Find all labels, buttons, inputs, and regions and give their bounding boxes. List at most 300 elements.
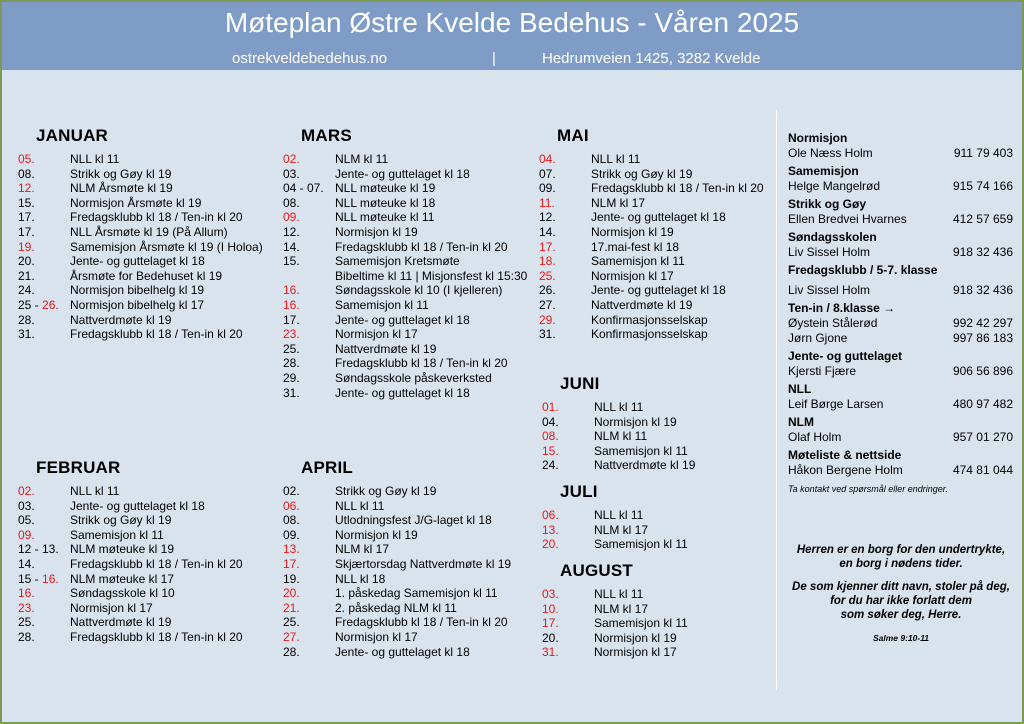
event-date [283, 181, 335, 196]
page-title: Møteplan Østre Kvelde Bedehus - Våren 2025 [224, 7, 800, 38]
header-separator: | [492, 50, 496, 67]
event-date-part: 08. [18, 166, 35, 181]
event-text: Samemisjon Kretsmøte [335, 254, 460, 269]
event-date [542, 429, 594, 444]
contact-group [788, 349, 1013, 379]
event-row [18, 181, 263, 196]
event-date [18, 528, 70, 543]
event-text: NLL kl 11 [594, 508, 644, 522]
event-date-part: 08. [542, 429, 559, 444]
event-text: Nattverdmøte kl 19 [594, 458, 696, 473]
event-text: Jente- og guttelaget kl 18 [70, 254, 205, 269]
event-row [283, 269, 527, 284]
event-date-part: 01. [542, 400, 559, 414]
event-row [542, 444, 695, 459]
event-date-part: 17. [283, 312, 300, 327]
contact-org: Søndagsskolen [788, 230, 877, 244]
event-date-part: 20. [283, 586, 300, 601]
event-date [539, 269, 591, 284]
event-date [539, 327, 591, 342]
verse-line: en borg i nødens tider. [839, 558, 963, 570]
event-date [283, 645, 335, 660]
event-list [283, 484, 511, 659]
event-date [283, 283, 335, 298]
event-row [18, 298, 263, 313]
event-date-part: 08. [283, 195, 300, 210]
contact-phone: 918 32 436 [952, 283, 1013, 297]
contact-name: Kjersti Fjære [788, 364, 857, 378]
event-row [539, 254, 764, 269]
event-text: NLM kl 11 [594, 429, 648, 444]
event-row [539, 313, 764, 328]
event-date [18, 240, 70, 255]
month-januar [18, 126, 263, 342]
event-date [283, 327, 335, 342]
contact-phone: 412 57 659 [952, 212, 1013, 226]
month-mars [283, 126, 527, 400]
contact-org: NLM [788, 415, 814, 429]
event-text: Samemisjon kl 11 [594, 537, 688, 552]
event-date-part: 02. [18, 484, 35, 498]
event-date-part: 20. [542, 537, 559, 552]
event-date [18, 499, 70, 514]
contact-org: Fredagsklubb / 5-7. klasse [788, 263, 938, 277]
event-row [539, 210, 764, 225]
contact-org: NLL [788, 382, 812, 396]
contact-group [788, 230, 1013, 260]
event-date-part: 25 - [18, 297, 43, 312]
event-row [542, 631, 688, 646]
event-text: Fredagsklubb kl 18 / Ten-in kl 20 [70, 556, 243, 571]
event-date-part: 10. [542, 601, 559, 616]
event-list [542, 400, 695, 473]
contact-name: Leif Børge Larsen [788, 397, 884, 411]
event-date-part: 29. [539, 312, 556, 327]
contact-row [788, 430, 1013, 445]
event-row [283, 513, 511, 528]
event-row [542, 429, 695, 444]
event-text: Søndagsskole kl 10 (I kjelleren) [335, 283, 503, 298]
month-mai [539, 126, 764, 342]
event-date-part: 08. [283, 513, 300, 528]
event-date-part: 17. [18, 224, 35, 239]
contact-row [788, 397, 1013, 412]
verse-reference: Salme 9:10-11 [872, 633, 930, 643]
event-date-part: 09. [539, 181, 556, 196]
contact-row [788, 331, 1013, 346]
event-date [18, 167, 70, 182]
event-text: Konfirmasjonsselskap [591, 327, 708, 342]
event-date-part: 27. [539, 297, 556, 312]
event-text: Jente- og guttelaget kl 18 [335, 385, 470, 400]
event-date [542, 616, 594, 631]
event-row [283, 196, 527, 211]
event-row [18, 615, 243, 630]
event-list [18, 152, 263, 342]
event-date [18, 225, 70, 240]
event-text: Normisjon kl 19 [335, 224, 418, 239]
verse-line: som søker deg, Herre. [840, 609, 962, 621]
event-date [283, 254, 335, 269]
event-text: Fredagsklubb kl 18 / Ten-in kl 20 [335, 356, 508, 371]
event-date [539, 283, 591, 298]
event-row [18, 513, 243, 528]
month-title: MARS [301, 126, 352, 145]
event-date [539, 196, 591, 211]
event-date [18, 283, 70, 298]
event-text: Strikk og Gøy kl 19 [591, 166, 693, 181]
event-date [542, 415, 594, 430]
event-text: Jente- og guttelaget kl 18 [591, 210, 726, 225]
event-text: Nattverdmøte kl 19 [70, 312, 172, 327]
event-date-part: 17. [283, 556, 300, 571]
event-row [283, 484, 511, 499]
contact-group [788, 263, 1013, 298]
event-date-part: 14. [283, 239, 300, 254]
event-text: NLL kl 11 [594, 400, 644, 414]
event-row [18, 630, 243, 645]
contact-phone: 997 86 183 [952, 331, 1013, 345]
event-row [18, 210, 263, 225]
event-date-part: 31. [283, 385, 300, 400]
event-date [539, 167, 591, 182]
event-row [283, 371, 527, 386]
event-date-part: 06. [542, 508, 559, 522]
event-date [18, 152, 70, 167]
event-date [542, 602, 594, 617]
event-date-part: 28. [18, 629, 35, 644]
event-date-part: 19. [283, 571, 300, 586]
event-row [283, 542, 511, 557]
event-date-part: 12 - 13. [18, 542, 59, 557]
event-date [542, 523, 594, 538]
event-row [18, 240, 263, 255]
event-text: Samemisjon kl 11 [591, 254, 685, 269]
event-date-part: 03. [18, 498, 35, 513]
event-date-part: 25. [539, 268, 556, 283]
contact-name: Olaf Holm [788, 430, 842, 444]
event-row [283, 615, 511, 630]
contact-phone: 906 56 896 [952, 364, 1013, 378]
contact-name: Ellen Bredvei Hvarnes [788, 212, 907, 226]
contact-org: Samemisjon [788, 164, 859, 178]
contact-name: Helge Mangelrød [788, 179, 881, 193]
event-date-part: 26. [539, 283, 556, 298]
contact-phone: 992 42 297 [952, 316, 1013, 330]
event-date-part: 13. [542, 522, 559, 537]
event-list [539, 152, 764, 342]
event-row [18, 499, 243, 514]
month-title: AUGUST [560, 561, 633, 580]
event-date-part: 02. [283, 152, 300, 166]
event-text: Konfirmasjonsselskap [591, 312, 708, 327]
event-date [542, 587, 594, 602]
event-row [283, 327, 527, 342]
event-row [542, 616, 688, 631]
event-row [18, 586, 243, 601]
event-text: NLM kl 17 [335, 542, 390, 557]
event-text: Samemisjon Årsmøte kl 19 (I Holoa) [70, 239, 263, 254]
event-text: Nattverdmøte kl 19 [70, 615, 172, 630]
event-date-part: 12. [18, 181, 35, 196]
event-text: Jente- og guttelaget kl 18 [335, 166, 470, 181]
event-date [283, 152, 335, 167]
contact-row [788, 316, 1013, 331]
event-date-part: 20. [542, 630, 559, 645]
event-date-part: 09. [283, 527, 300, 542]
website-text: ostrekveldebedehus.no [232, 50, 388, 67]
event-date [539, 210, 591, 225]
contact-groups [788, 131, 1013, 478]
contact-phone: 480 97 482 [952, 397, 1013, 411]
month-april [283, 458, 511, 659]
event-date [283, 586, 335, 601]
event-date [542, 631, 594, 646]
contact-phone: 915 74 166 [952, 179, 1013, 193]
event-date [542, 537, 594, 552]
event-date-part: 31. [539, 327, 556, 342]
event-date-part: 26. [42, 297, 59, 312]
event-text: Normisjon kl 19 [591, 224, 674, 239]
event-text: NLL kl 11 [70, 152, 120, 166]
event-date [18, 542, 70, 557]
event-row [283, 572, 511, 587]
event-row [283, 254, 527, 269]
month-title: JULI [560, 482, 598, 501]
event-list [542, 587, 688, 660]
event-row [18, 152, 263, 167]
event-text: Samemisjon kl 11 [335, 297, 429, 312]
event-date-part: 16. [283, 283, 300, 298]
event-row [542, 602, 688, 617]
event-date-part: 03. [283, 166, 300, 181]
event-date-part: 14. [539, 224, 556, 239]
event-text: NLL møteuke kl 18 [335, 195, 436, 210]
event-text: Søndagsskole kl 10 [70, 586, 175, 601]
event-row [18, 269, 263, 284]
event-text: Nattverdmøte kl 19 [591, 297, 693, 312]
page-header [2, 2, 1022, 70]
event-date [18, 615, 70, 630]
event-text: Normisjon bibelhelg kl 19 [70, 283, 205, 298]
event-row [283, 342, 527, 357]
event-date-part: 28. [283, 644, 300, 659]
event-date-part: 06. [283, 498, 300, 513]
event-row [18, 601, 243, 616]
event-date [539, 254, 591, 269]
event-text: Skjærtorsdag Nattverdmøte kl 19 [335, 556, 512, 571]
event-date-part: 21. [283, 600, 300, 615]
event-date [18, 269, 70, 284]
month-title: FEBRUAR [36, 458, 121, 477]
event-date [283, 298, 335, 313]
event-row [283, 283, 527, 298]
event-date-part: 16. [18, 586, 35, 601]
contact-row [788, 245, 1013, 260]
event-date-part: 15. [18, 195, 35, 210]
contact-row [788, 212, 1013, 227]
event-text: Normisjon kl 17 [594, 645, 677, 660]
verse-line: Herren er en borg for den undertrykte, [796, 544, 1006, 556]
event-date-part: 17. [18, 210, 35, 225]
event-text: Samemisjon kl 11 [70, 527, 164, 542]
event-text: Søndagsskole påskeverksted [335, 370, 492, 385]
event-row [539, 225, 764, 240]
month-juni [542, 374, 695, 473]
event-row [539, 240, 764, 255]
event-date-part: 16. [42, 571, 59, 586]
event-date [283, 342, 335, 357]
event-text: Fredagsklubb kl 18 / Ten-in kl 20 [70, 327, 243, 342]
event-row [18, 327, 263, 342]
event-date [18, 601, 70, 616]
event-text: NLL kl 11 [591, 152, 641, 166]
event-date-part: 28. [18, 312, 35, 327]
event-date-part: 25. [283, 615, 300, 630]
event-text: Jente- og guttelaget kl 18 [335, 312, 470, 327]
event-text: Normisjon Årsmøte kl 19 [70, 195, 202, 210]
event-row [539, 298, 764, 313]
event-date [18, 572, 70, 587]
contact-group [788, 131, 1013, 161]
event-text: NLL kl 11 [70, 484, 120, 498]
month-title: JUNI [560, 374, 600, 393]
contact-row [788, 364, 1013, 379]
event-date-part: 24. [18, 283, 35, 298]
event-row [542, 523, 688, 538]
contact-note: Ta kontakt ved spørsmål eller endringer. [788, 484, 948, 494]
event-row [539, 283, 764, 298]
month-title: MAI [557, 126, 589, 145]
event-date-part: 18. [539, 254, 556, 269]
event-row [283, 645, 511, 660]
event-date [283, 356, 335, 371]
contact-phone: 474 81 044 [952, 463, 1013, 477]
event-text: NLL kl 11 [594, 587, 644, 601]
event-date-part: 02. [283, 484, 300, 498]
month-juli [542, 482, 688, 552]
event-row [283, 499, 511, 514]
event-date [18, 313, 70, 328]
event-text: Strikk og Gøy kl 19 [70, 513, 172, 528]
contact-group [788, 197, 1013, 227]
event-text: Fredagsklubb kl 18 / Ten-in kl 20 [70, 210, 243, 225]
event-text: NLM Årsmøte kl 19 [70, 181, 173, 196]
contact-group [788, 301, 1013, 346]
event-list [283, 152, 527, 400]
event-date [18, 327, 70, 342]
event-date-part: 04 - 07. [283, 181, 324, 196]
contact-org: Jente- og guttelaget [788, 349, 903, 363]
event-date [283, 484, 335, 499]
event-text: Jente- og guttelaget kl 18 [335, 644, 470, 659]
event-date [18, 557, 70, 572]
event-text: NLM kl 17 [594, 601, 649, 616]
event-row [18, 196, 263, 211]
event-date-part: 09. [283, 210, 300, 225]
event-text: NLM kl 17 [591, 195, 646, 210]
event-date-part: 15. [542, 443, 559, 458]
event-date [283, 240, 335, 255]
event-row [18, 225, 263, 240]
event-row [18, 528, 243, 543]
event-row [542, 415, 695, 430]
event-date [283, 557, 335, 572]
event-date-part: 28. [283, 356, 300, 371]
event-date-part: 11. [539, 195, 555, 210]
event-text: Normisjon kl 17 [591, 268, 674, 283]
event-row [283, 167, 527, 182]
event-text: Normisjon bibelhelg kl 17 [70, 297, 205, 312]
event-row [283, 601, 511, 616]
event-row [539, 167, 764, 182]
address-text: Hedrumveien 1425, 3282 Kvelde [542, 50, 761, 67]
event-date [283, 371, 335, 386]
event-date [283, 269, 335, 284]
event-date-part: 15 - [18, 571, 43, 586]
event-text: NLM møteuke kl 17 [70, 571, 175, 586]
event-text: Samemisjon kl 11 [594, 616, 688, 631]
event-row [18, 313, 263, 328]
verse-line: De som kjenner ditt navn, stoler på deg, [792, 581, 1010, 593]
event-text: 2. påskedag NLM kl 11 [335, 600, 457, 615]
event-row [542, 458, 695, 473]
event-row [283, 240, 527, 255]
event-row [283, 557, 511, 572]
event-date [283, 196, 335, 211]
event-row [18, 557, 243, 572]
event-row [18, 484, 243, 499]
event-list [18, 484, 243, 645]
contact-org: Normisjon [788, 131, 848, 145]
event-date [283, 313, 335, 328]
event-date [542, 508, 594, 523]
event-text: Normisjon kl 17 [70, 600, 153, 615]
contact-group [788, 448, 1013, 478]
contact-list [788, 128, 1013, 494]
event-date [283, 601, 335, 616]
contact-org: Strikk og Gøy [788, 197, 867, 211]
event-row [18, 254, 263, 269]
event-row [18, 283, 263, 298]
event-date-part: 15. [283, 254, 300, 269]
event-text: Fredagsklubb kl 18 / Ten-in kl 20 [591, 181, 764, 196]
event-text: NLL Årsmøte kl 19 (På Allum) [70, 224, 228, 239]
event-date [283, 528, 335, 543]
event-row [283, 313, 527, 328]
event-date-part: 25. [283, 341, 300, 356]
event-date [18, 181, 70, 196]
event-row [539, 196, 764, 211]
event-date-part: 07. [539, 166, 556, 181]
event-date [283, 615, 335, 630]
event-date-part: 03. [542, 587, 559, 601]
event-text: NLL kl 18 [335, 571, 386, 586]
event-date [542, 458, 594, 473]
contact-name: Håkon Bergene Holm [788, 463, 903, 477]
event-date [283, 210, 335, 225]
contact-row [788, 283, 1013, 298]
event-row [283, 210, 527, 225]
event-row [283, 152, 527, 167]
contact-phone: 957 01 270 [952, 430, 1013, 444]
event-text: Normisjon kl 19 [594, 630, 677, 645]
event-date [283, 225, 335, 240]
event-text: Nattverdmøte kl 19 [335, 341, 437, 356]
event-row [18, 167, 263, 182]
event-row [539, 152, 764, 167]
event-date [18, 298, 70, 313]
